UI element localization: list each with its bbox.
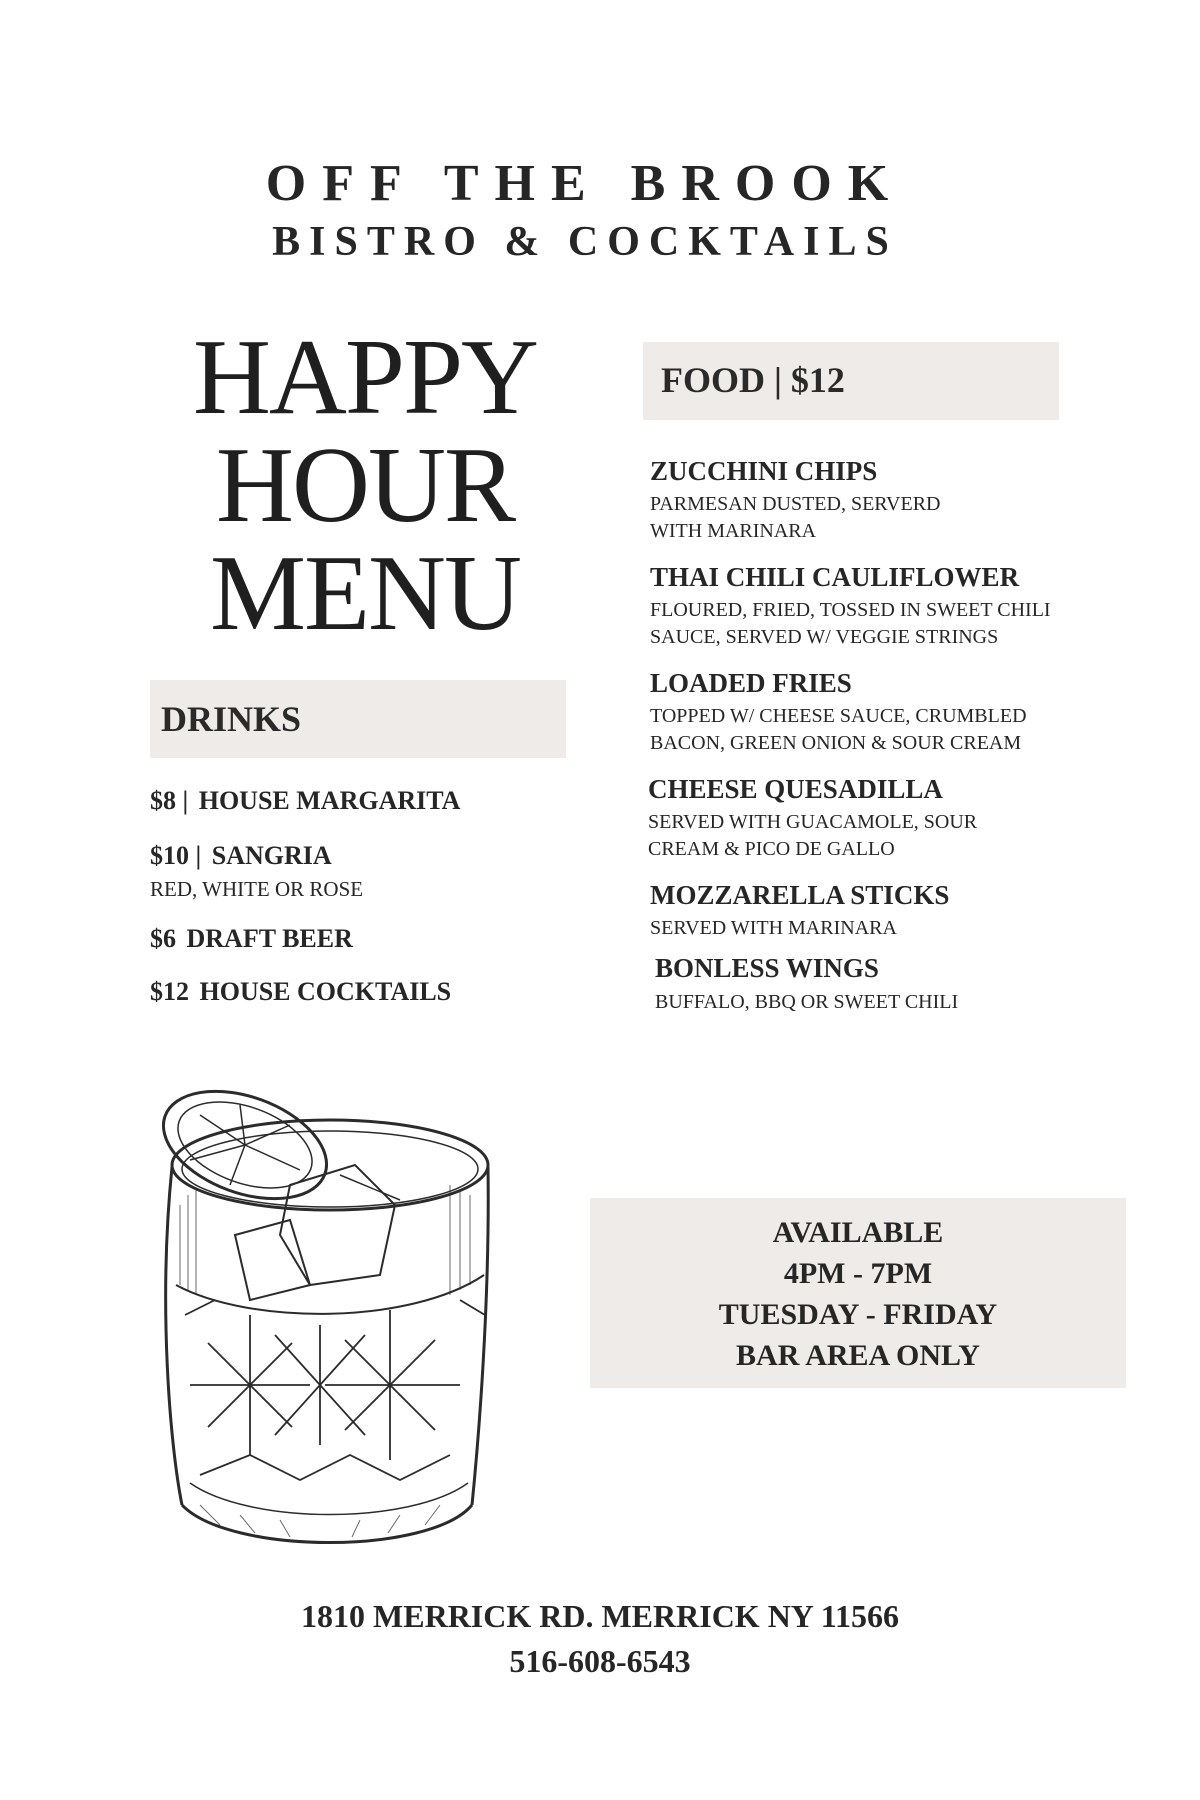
food-item-description <box>650 915 1110 942</box>
drink-price: $6 <box>150 924 176 953</box>
drink-name: DRAFT BEER <box>186 924 353 953</box>
food-desc-line: WITH MARINARA <box>650 520 817 542</box>
availability-panel <box>590 1198 1126 1388</box>
food-desc-line: PARMESAN DUSTED, SERVERD <box>650 493 941 515</box>
food-heading: FOOD | $12 <box>661 360 845 400</box>
food-desc-line: BUFFALO, BBQ OR SWEET CHILI <box>655 991 959 1013</box>
title-line-hour: HOUR <box>215 426 515 545</box>
food-desc-line: CREAM & PICO DE GALLO <box>648 838 895 860</box>
drink-price: $10 | <box>150 841 202 870</box>
food-item-description <box>655 989 1115 1016</box>
drink-name: SANGRIA <box>211 841 332 870</box>
food-desc-line: SERVED WITH GUACAMOLE, SOUR <box>648 811 978 833</box>
drink-price: $12 <box>150 977 189 1006</box>
food-desc-line: TOPPED W/ CHEESE SAUCE, CRUMBLED <box>650 705 1027 727</box>
drink-item-sangria <box>150 841 332 871</box>
availability-location: BAR AREA ONLY <box>736 1339 980 1372</box>
brand-name: OFF THE BROOK <box>265 155 905 212</box>
drinks-heading: DRINKS <box>161 699 302 739</box>
food-desc-line: SAUCE, SERVED W/ VEGGIE STRINGS <box>650 626 999 648</box>
food-item-title: MOZZARELLA STICKS <box>650 880 950 910</box>
food-heading-panel <box>643 342 1059 420</box>
food-item-description <box>650 597 1150 651</box>
drinks-heading-panel <box>150 680 566 758</box>
drink-name: HOUSE COCKTAILS <box>199 977 452 1006</box>
drink-description: RED, WHITE OR ROSE <box>150 877 364 901</box>
food-item-title: ZUCCHINI CHIPS <box>650 456 878 486</box>
food-item-description <box>650 491 1110 545</box>
drink-name: HOUSE MARGARITA <box>198 786 461 815</box>
footer-phone: 516-608-6543 <box>509 1643 691 1679</box>
availability-hours: 4PM - 7PM <box>783 1257 933 1290</box>
cocktail-glass-icon <box>140 1085 500 1565</box>
drink-price: $8 | <box>150 786 189 815</box>
title-line-happy: HAPPY <box>192 318 538 437</box>
drink-item-house-cocktails <box>150 977 451 1007</box>
brand-subtitle: BISTRO & COCKTAILS <box>272 219 898 265</box>
food-desc-line: SERVED WITH MARINARA <box>650 917 897 939</box>
title-line-menu: MENU <box>210 534 520 653</box>
drink-item-margarita <box>150 786 460 816</box>
footer-address: 1810 MERRICK RD. MERRICK NY 11566 <box>301 1598 899 1634</box>
food-item-title: BONLESS WINGS <box>655 953 879 983</box>
food-item-title: THAI CHILI CAULIFLOWER <box>650 562 1020 592</box>
food-item-description <box>650 703 1110 757</box>
cocktail-glass-icon <box>140 1085 500 1565</box>
food-desc-line: BACON, GREEN ONION & SOUR CREAM <box>650 732 1022 754</box>
drink-item-draft-beer <box>150 924 353 954</box>
food-item-title: LOADED FRIES <box>650 668 852 698</box>
availability-days: TUESDAY - FRIDAY <box>718 1298 998 1331</box>
food-item-description <box>648 809 1108 863</box>
food-item-title: CHEESE QUESADILLA <box>648 774 943 804</box>
availability-label: AVAILABLE <box>772 1216 944 1249</box>
food-desc-line: FLOURED, FRIED, TOSSED IN SWEET CHILI <box>650 599 1051 621</box>
